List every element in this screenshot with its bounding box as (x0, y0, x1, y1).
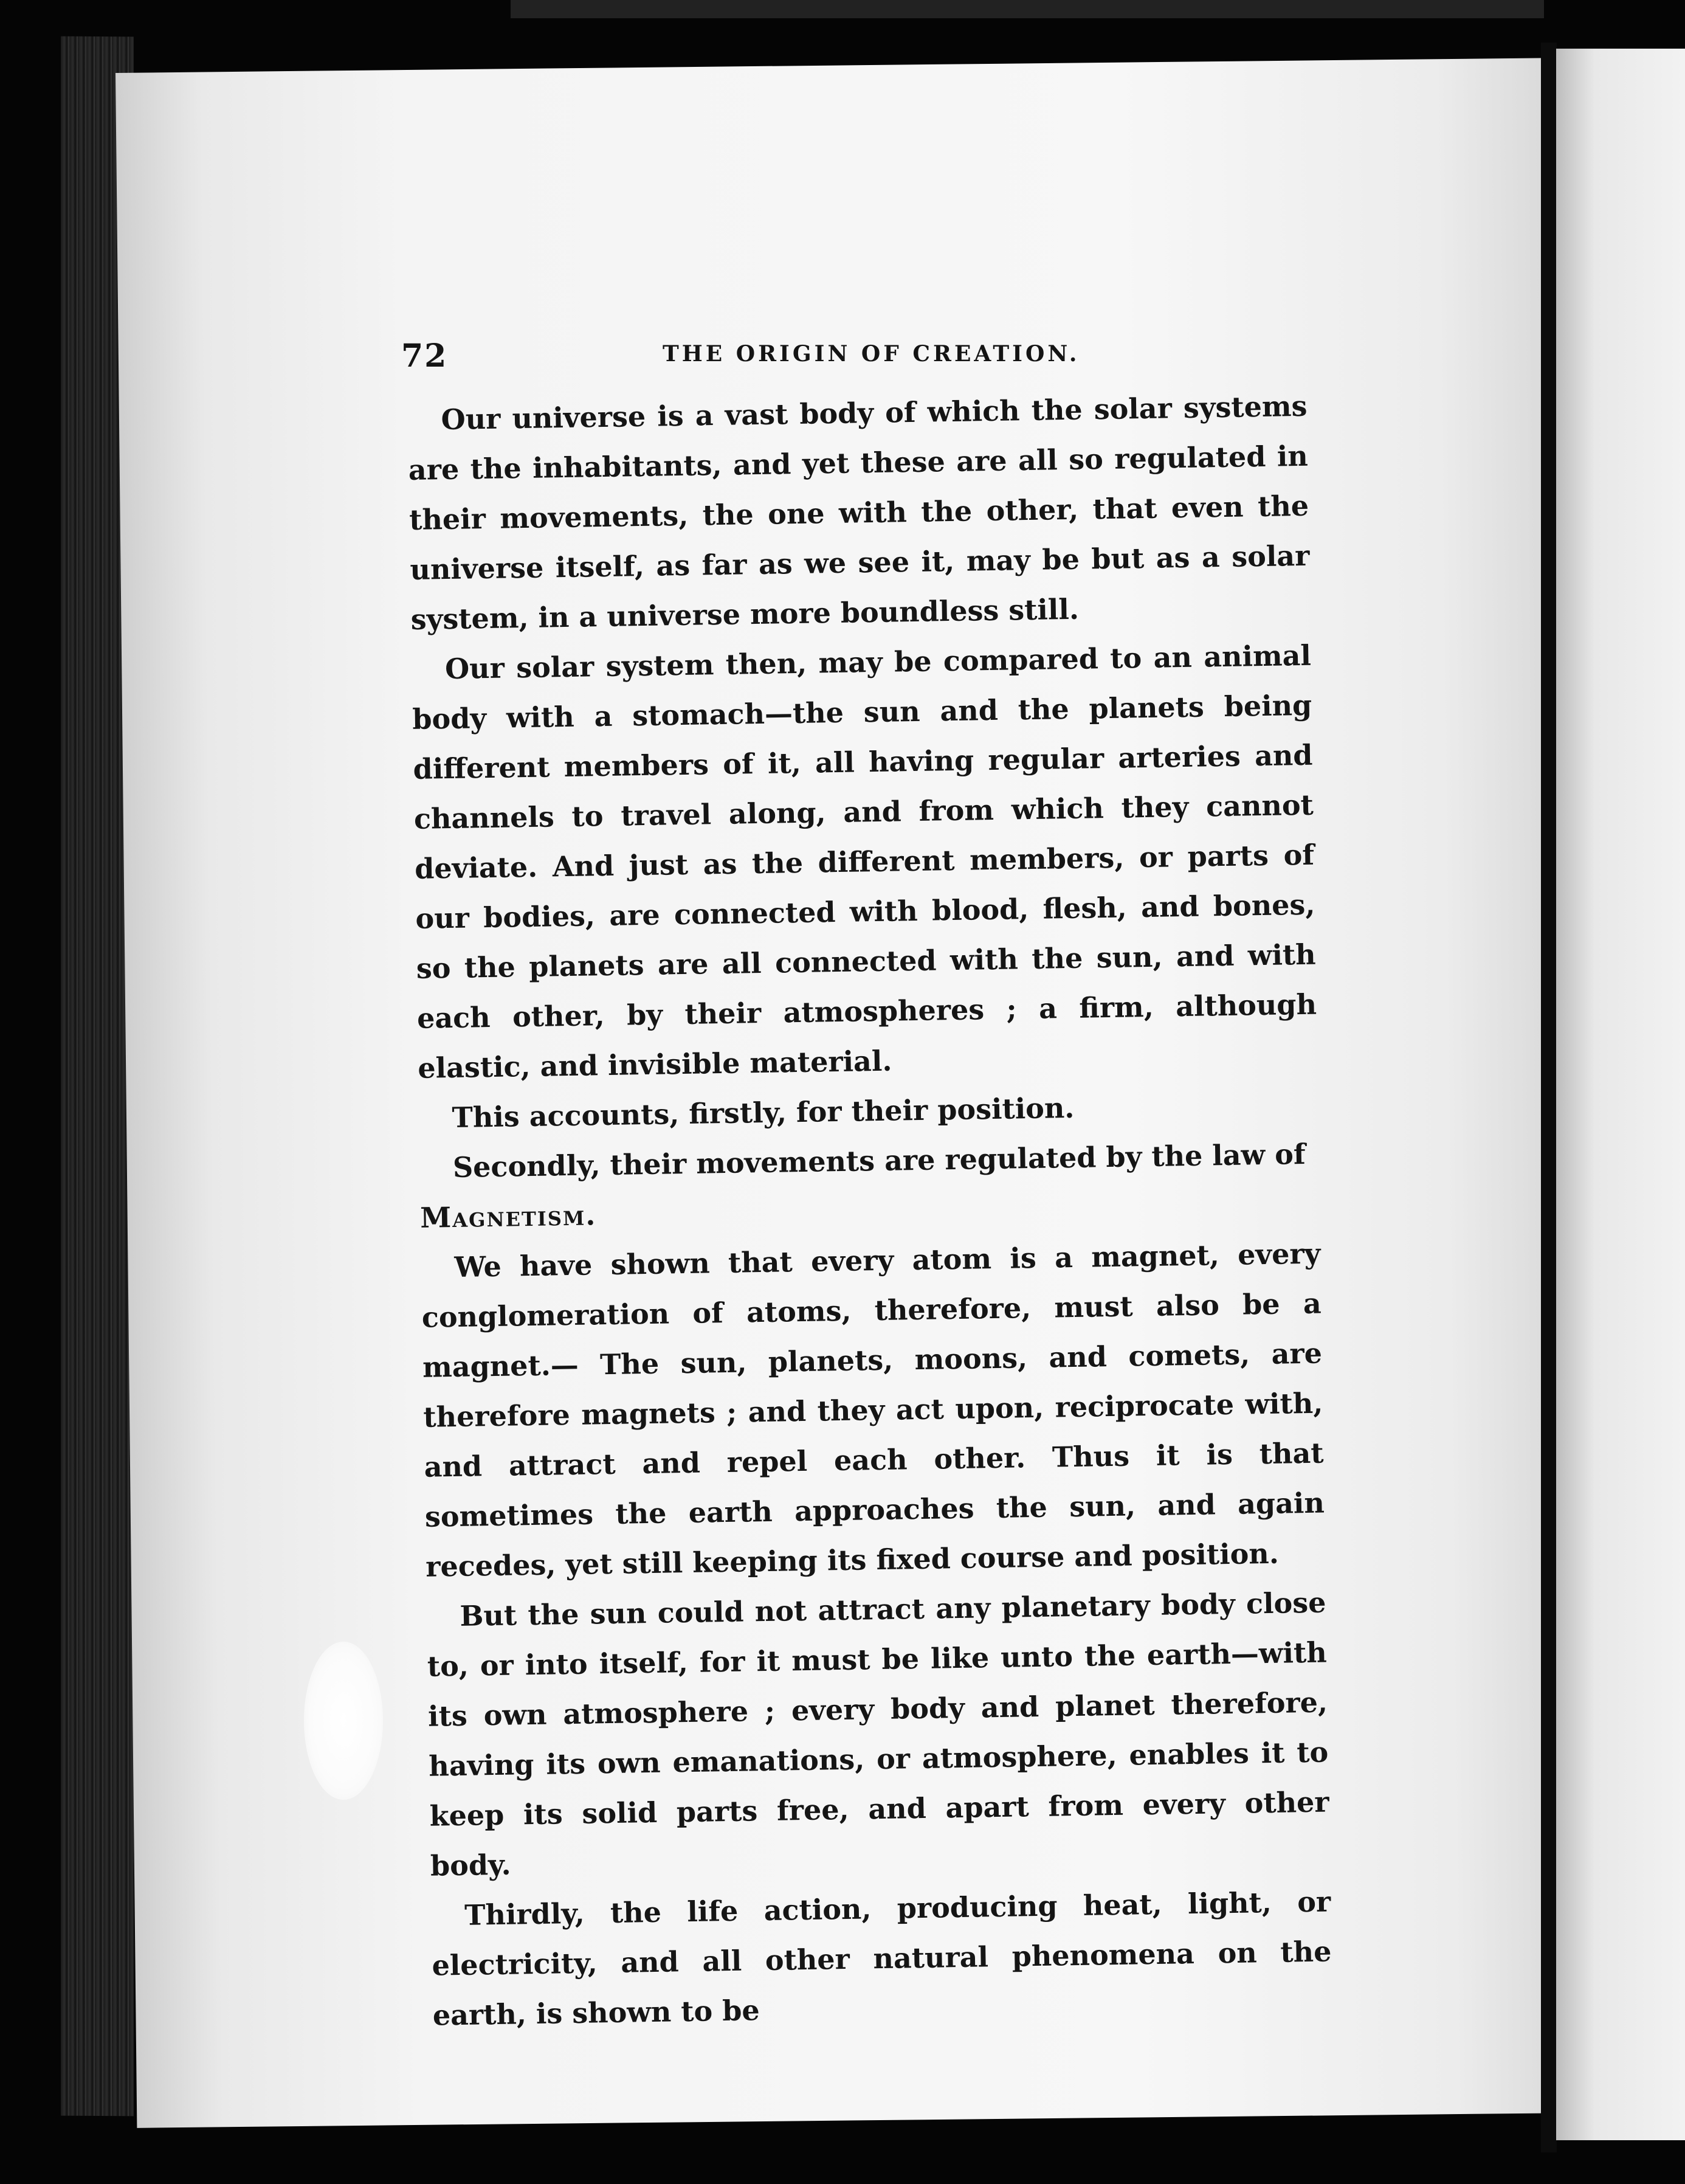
book-gutter (1541, 43, 1557, 2152)
paragraph: This accounts, firstly, for their position. (452, 1091, 1075, 1134)
running-title: THE ORIGIN OF CREATION. (663, 341, 1080, 367)
paragraph: Thirdly, the life action, producing heat, light, or electricity, and all other natural phenomena on the earth, is shown to be (432, 1885, 1332, 2032)
page-number: 72 (401, 337, 448, 375)
paper-blemish (304, 1642, 383, 1800)
paragraph: Secondly, their movements are regulated by the law of (452, 1137, 1306, 1184)
paragraph: But the sun could not attract any planetary body close to, or into itself, for it must be like unto the earth—with its own atmosphere ; every body and planet therefore, having its own emanations, or atmosphere, enables it to keep its solid parts free, and apart from every other body. (427, 1586, 1329, 1882)
page-header (401, 337, 1386, 374)
page-body (407, 381, 1332, 2041)
book-top-edge (511, 0, 1544, 18)
paragraph: Our solar system then, may be compared to an animal body with a stomach—the sun and the planets being different members of it, all having regular arteries and channels to travel along, and from which they cannot deviate. And just as the different members, or parts of our bodies, are connected with blood, flesh, and bones, so the planets are all connected with the sun, and with each other, by their atmospheres ; a firm, although elastic, and invisible material. (412, 638, 1317, 1085)
paragraph: We have shown that every atom is a magnet, every conglomeration of atoms, therefore, must also be a magnet.— The sun, planets, moons, and comets, are therefore magnets ; and they act upon, reciprocate with, and attract and repel each other. Thus it is that sometimes the earth approaches the sun, and again recedes, yet still keeping its fixed course and position. (421, 1237, 1325, 1583)
section-heading: Magnetism. (419, 1198, 597, 1234)
facing-page-edge (1556, 49, 1685, 2140)
paragraph: Our universe is a vast body of which the solar systems are the inhabitants, and yet these are all so regulated in their movements, the one with the other, that even the universe itself, as far as we see it, may be but as a solar system, in a universe more boundless still. (408, 389, 1310, 636)
